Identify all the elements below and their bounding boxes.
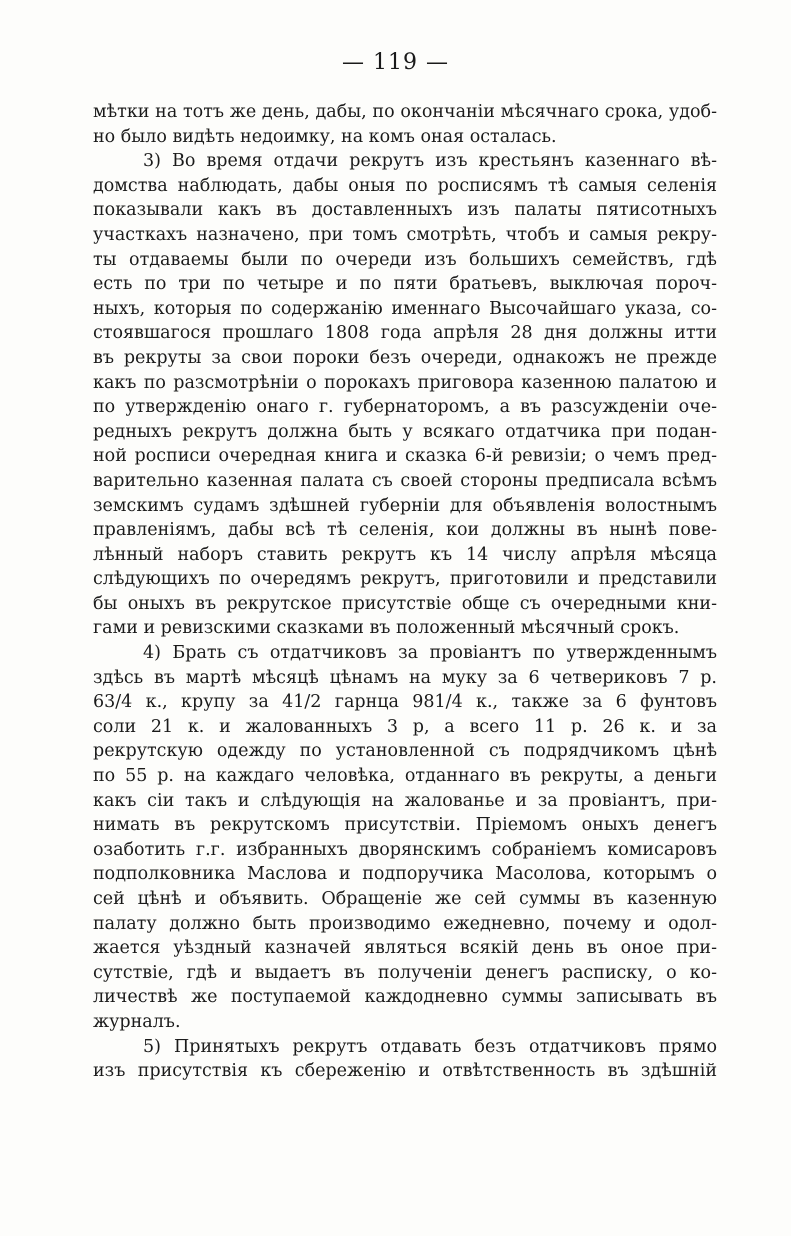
text-line: ныхъ, которыя по содержанію именнаго Высочайшаго указа, со- xyxy=(93,298,717,319)
text-line: подполковника Маслова и подпоручика Масолова, которымъ о xyxy=(93,864,717,885)
text-line: стоявшагося прошлаго 1808 года апрѣля 28 дня должны итти xyxy=(93,323,717,344)
text-line: варительно казенная палата съ своей стороны предписала всѣмъ xyxy=(93,470,717,491)
text-line: по 55 р. на каждаго человѣка, отданнаго въ рекруты, а деньги xyxy=(93,766,717,787)
text-line: здѣсь въ мартѣ мѣсяцѣ цѣнамъ на муку за 6 четвериковъ 7 р. xyxy=(93,667,717,688)
text-line: журналъ. xyxy=(93,1011,181,1032)
text-line: домства наблюдать, дабы оныя по росписямъ тѣ самыя селенія xyxy=(93,175,717,196)
text-line: гами и ревизскими сказками въ положенный мѣсячный срокъ. xyxy=(93,618,680,639)
text-line: озаботить г.г. избранныхъ дворянскимъ собраніемъ комисаровъ xyxy=(93,839,717,860)
page-number: — 119 — xyxy=(342,50,449,75)
text-line: по утвержденію онаго г. губернаторомъ, а въ разсужденіи оче- xyxy=(93,397,717,418)
text-line: палату должно быть производимо ежедневно, почему и одол- xyxy=(93,913,717,934)
text-line: какъ по разсмотрѣніи о порокахъ приговора казенною палатою и xyxy=(93,372,717,393)
text-line: жается уѣздный казначей являться всякій день въ оное при- xyxy=(93,938,717,959)
text-line: бы оныхъ въ рекрутское присутствіе обще съ очередными кни- xyxy=(93,593,717,614)
text-line: но было видѣть недоимку, на комъ оная осталась. xyxy=(93,126,557,147)
text-line: какъ сіи такъ и слѣдующія на жалованье и за провіантъ, при- xyxy=(93,790,717,811)
text-line: редныхъ рекрутъ должна быть у всякаго отдатчика при подан- xyxy=(93,421,717,442)
text-line: личествѣ же поступаемой каждодневно суммы записывать въ xyxy=(93,987,717,1008)
text-line: правленіямъ, дабы всѣ тѣ селенія, кои должны въ нынѣ пове- xyxy=(93,520,717,541)
text-line: земскимъ судамъ здѣшней губерніи для объявленія волостнымъ xyxy=(93,495,717,516)
text-line: мѣтки на тотъ же день, дабы, по окончаніи мѣсячнаго срока, удоб- xyxy=(93,102,717,122)
text-line: 4) Брать съ отдатчиковъ за провіантъ по утвержденнымъ xyxy=(143,643,717,664)
text-line: нимать въ рекрутскомъ присутствіи. Пріемомъ оныхъ денегъ xyxy=(93,815,717,836)
body-text xyxy=(93,100,717,1084)
text-line: показывали какъ въ доставленныхъ изъ палаты пятисотныхъ xyxy=(93,200,717,221)
text-line: есть по три по четыре и по пяти братьевъ, выключая пороч- xyxy=(93,274,717,295)
text-line: соли 21 к. и жалованныхъ 3 р, а всего 11 р. 26 к. и за xyxy=(93,716,717,737)
text-line: 63/4 к., крупу за 41/2 гарнца 981/4 к., также за 6 фунтовъ xyxy=(93,692,717,713)
text-line: изъ присутствія къ сбереженію и отвѣтственность въ здѣшній xyxy=(93,1061,717,1082)
text-line: сутствіе, гдѣ и выдаетъ въ полученіи денегъ расписку, о ко- xyxy=(93,962,717,983)
text-line: въ рекруты за свои пороки безъ очереди, однакожъ не прежде xyxy=(93,347,717,368)
text-line: ты отдаваемы были по очереди изъ большихъ семействъ, гдѣ xyxy=(93,249,717,270)
text-line: рекрутскую одежду по установленной съ подрядчикомъ цѣнѣ xyxy=(93,741,717,762)
text-line: 5) Принятыхъ рекрутъ отдавать безъ отдатчиковъ прямо xyxy=(143,1036,717,1057)
text-line: слѣдующихъ по очередямъ рекрутъ, приготовили и представили xyxy=(93,569,717,590)
text-line: 3) Во время отдачи рекрутъ изъ крестьянъ казеннаго вѣ- xyxy=(143,151,717,172)
text-line: участкахъ назначено, при томъ смотрѣть, чтобъ и самыя рекру- xyxy=(93,224,717,245)
text-line: сей цѣнѣ и объявить. Обращеніе же сей суммы въ казенную xyxy=(93,889,717,909)
text-line: лѣнный наборъ ставить рекрутъ къ 14 числу апрѣля мѣсяца xyxy=(93,544,717,565)
text-line: ной росписи очередная книга и сказка 6-й ревизіи; о чемъ пред- xyxy=(93,446,717,467)
